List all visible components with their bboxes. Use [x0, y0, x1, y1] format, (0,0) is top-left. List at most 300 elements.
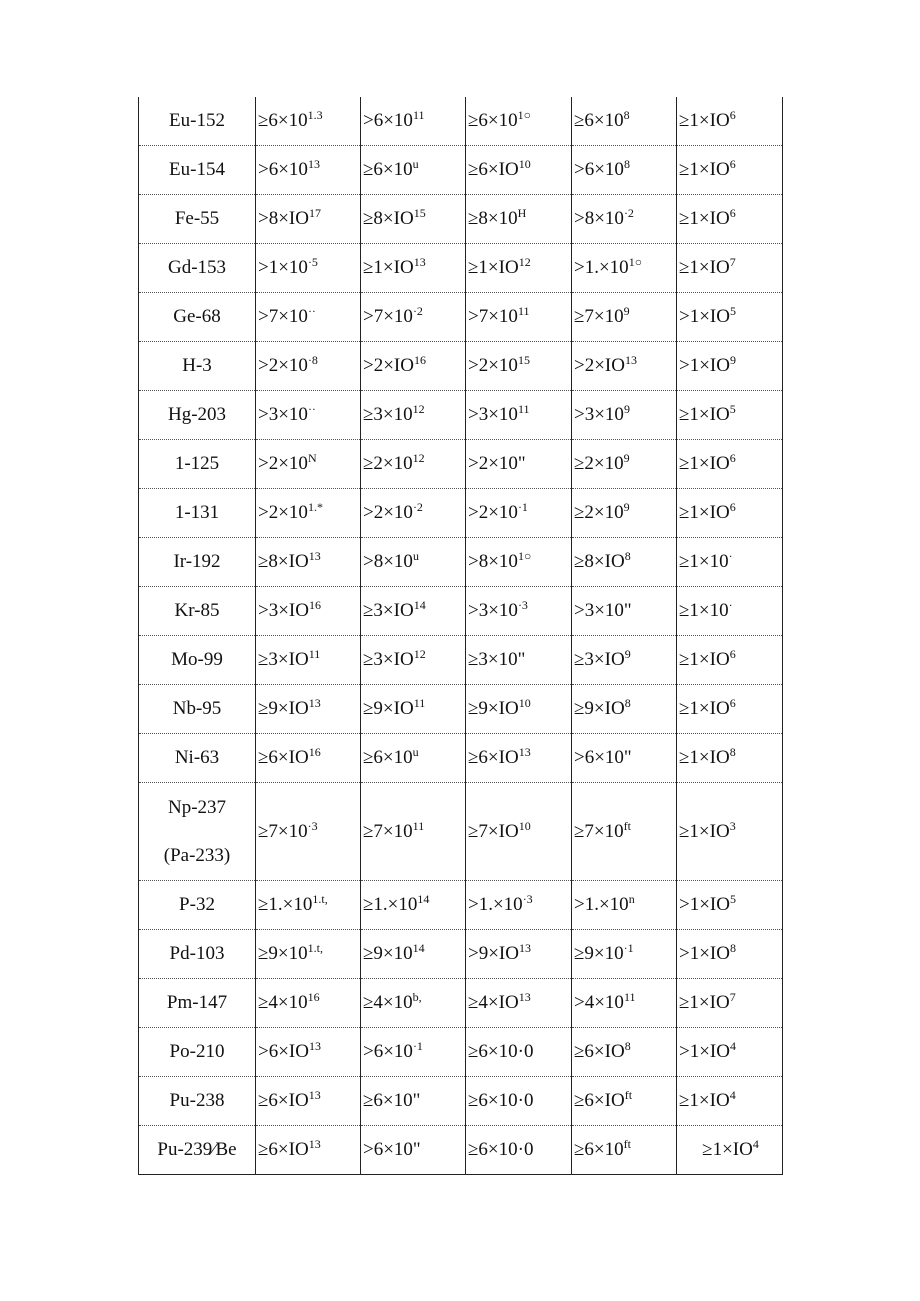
activity-value-cell	[466, 636, 572, 685]
value-exponent: 9	[624, 647, 631, 661]
nuclide-cell	[139, 146, 256, 195]
value-base: ≥2×10	[574, 502, 624, 523]
activity-value-cell	[361, 636, 466, 685]
value-exponent: 1○	[628, 255, 642, 269]
activity-value-cell	[466, 489, 572, 538]
value-base: >2×IO	[363, 355, 414, 376]
activity-value-cell	[677, 489, 783, 538]
value-exponent: 8	[729, 745, 736, 759]
nuclide-name: P-32	[179, 894, 215, 915]
activity-value-cell	[256, 1028, 361, 1077]
activity-value-cell	[256, 587, 361, 636]
nuclide-name: Nb-95	[172, 698, 222, 719]
value-exponent: 13	[308, 696, 321, 710]
activity-value-cell	[361, 1028, 466, 1077]
activity-value-cell	[466, 244, 572, 293]
activity-value-cell	[256, 440, 361, 489]
value-base: >8×IO	[258, 208, 309, 229]
value-base: >3×10	[258, 404, 308, 425]
value-exponent: 11	[308, 647, 321, 661]
activity-value-cell	[256, 930, 361, 979]
table-row	[139, 244, 783, 293]
activity-value-cell	[256, 97, 361, 146]
value-base: ≥9×IO	[468, 698, 519, 719]
table-row	[139, 734, 783, 783]
nuclide-name: Kr-85	[174, 600, 220, 621]
table-row	[139, 587, 783, 636]
activity-value-cell	[677, 391, 783, 440]
value-exponent: 8	[623, 108, 630, 122]
value-exponent: 1.*	[307, 500, 323, 514]
activity-value-cell	[361, 1077, 466, 1126]
value-base: ≥3×IO	[258, 649, 309, 670]
value-exponent: H	[517, 206, 527, 220]
value-exponent: 9	[729, 353, 736, 367]
activity-value-cell	[256, 293, 361, 342]
activity-value-cell	[466, 734, 572, 783]
value-exponent: ·1	[517, 500, 528, 514]
value-base: >2×10	[258, 453, 308, 474]
nuclide-cell	[139, 636, 256, 685]
activity-value-cell	[256, 391, 361, 440]
value-exponent: u	[412, 157, 419, 171]
nuclide-cell	[139, 734, 256, 783]
value-base: ≥8×IO	[363, 208, 414, 229]
activity-value-cell	[361, 342, 466, 391]
value-exponent: u	[412, 745, 419, 759]
nuclide-name-secondary: (Pa-233)	[163, 844, 231, 866]
value-base: ≥1×IO	[679, 257, 730, 278]
nuclide-cell	[139, 1028, 256, 1077]
value-base: >7×10	[258, 306, 308, 327]
value-base: ≥6×IO	[468, 747, 519, 768]
value-base: ≥7×10	[363, 820, 413, 842]
value-exponent: 14	[417, 892, 430, 906]
value-base: ≥1×IO	[679, 453, 730, 474]
value-base: >2×10	[258, 502, 308, 523]
nuclide-cell	[139, 293, 256, 342]
value-exponent: 9	[623, 451, 630, 465]
nuclide-cell	[139, 783, 256, 881]
value-base: >9×IO	[468, 943, 519, 964]
activity-value-cell	[361, 979, 466, 1028]
value-base: ≥1×IO	[679, 110, 730, 131]
value-exponent: 13	[518, 990, 531, 1004]
activity-value-cell	[256, 538, 361, 587]
activity-value-cell	[361, 734, 466, 783]
table-row	[139, 1028, 783, 1077]
activity-value-cell	[361, 930, 466, 979]
value-exponent: 3	[729, 818, 736, 833]
value-exponent: 13	[308, 1088, 321, 1102]
value-base: ≥9×IO	[363, 698, 414, 719]
value-base: ≥1×IO	[679, 404, 730, 425]
value-base: ≥6×IO	[574, 1041, 625, 1062]
value-base: >6×IO	[258, 1041, 309, 1062]
table-row	[139, 97, 783, 146]
activity-value-cell	[572, 146, 677, 195]
value-base: >2×IO	[574, 355, 625, 376]
value-base: ≥2×10	[363, 453, 413, 474]
value-exponent: 1○	[517, 108, 531, 122]
activity-value-cell	[466, 1077, 572, 1126]
value-exponent: 9	[623, 500, 630, 514]
activity-value-cell	[572, 440, 677, 489]
value-base: ≥7×10	[574, 820, 624, 842]
value-base: >6×10	[258, 159, 308, 180]
value-exponent: 11	[517, 402, 530, 416]
nuclide-name: Hg-203	[167, 404, 227, 425]
value-exponent: b,	[412, 990, 422, 1004]
activity-value-cell	[256, 489, 361, 538]
value-exponent: ·	[728, 598, 733, 612]
value-exponent: 13	[308, 1137, 321, 1151]
value-base: ≥6×IO	[574, 1090, 625, 1111]
value-exponent: 10	[518, 157, 531, 171]
value-exponent: 17	[308, 206, 321, 220]
activity-value-cell	[466, 391, 572, 440]
value-exponent: ·3	[517, 598, 528, 612]
value-exponent: 15	[517, 353, 530, 367]
value-base: ≥1×IO	[468, 257, 519, 278]
value-exponent: 4	[729, 1039, 736, 1053]
activity-value-cell	[677, 195, 783, 244]
value-base: >1×IO	[679, 894, 730, 915]
activity-value-cell	[361, 489, 466, 538]
table-row	[139, 881, 783, 930]
activity-value-cell	[572, 391, 677, 440]
value-base: ≥4×IO	[468, 992, 519, 1013]
nuclide-cell	[139, 930, 256, 979]
activity-value-cell	[572, 587, 677, 636]
nuclide-name: Fe-55	[174, 208, 220, 229]
value-base: >1×10	[258, 257, 308, 278]
value-exponent: 1.t,	[307, 941, 323, 955]
activity-value-cell	[466, 1126, 572, 1175]
value-base: >1×IO	[679, 355, 730, 376]
value-exponent: 9	[623, 402, 630, 416]
value-exponent: 11	[623, 990, 636, 1004]
activity-value-cell	[361, 881, 466, 930]
value-exponent: 12	[412, 402, 425, 416]
nuclide-name: H-3	[182, 355, 212, 376]
activity-value-cell	[677, 538, 783, 587]
value-exponent: 4	[752, 1137, 759, 1151]
value-exponent: 11	[412, 818, 425, 833]
value-base: >7×10	[468, 306, 518, 327]
value-exponent: ·2	[412, 500, 423, 514]
value-base: ≥6×10"	[363, 1090, 421, 1111]
activity-value-cell	[572, 1028, 677, 1077]
activity-value-cell	[256, 685, 361, 734]
table-row	[139, 685, 783, 734]
value-exponent: 13	[307, 157, 320, 171]
value-exponent: ·	[728, 549, 733, 563]
value-exponent: 5	[729, 892, 736, 906]
activity-value-cell	[361, 293, 466, 342]
activity-value-cell	[677, 1126, 783, 1175]
value-base: ≥4×10	[258, 992, 308, 1013]
value-base: >3×10	[468, 600, 518, 621]
value-exponent: 6	[729, 157, 736, 171]
value-base: ≥3×IO	[574, 649, 625, 670]
nuclide-cell	[139, 1077, 256, 1126]
table-row	[139, 489, 783, 538]
activity-value-cell	[466, 587, 572, 636]
value-base: >4×10	[574, 992, 624, 1013]
value-base: ≥1×IO	[679, 820, 730, 842]
nuclide-name: Np-237	[167, 796, 227, 818]
activity-value-cell	[677, 636, 783, 685]
value-base: >2×10	[363, 502, 413, 523]
value-exponent: 4	[729, 1088, 736, 1102]
nuclide-cell	[139, 342, 256, 391]
value-exponent: 7	[729, 255, 736, 269]
value-base: ≥7×IO	[468, 820, 519, 842]
value-base: ≥1.×10	[363, 894, 418, 915]
value-exponent: ft	[624, 1088, 633, 1102]
value-exponent: 13	[413, 255, 426, 269]
value-base: ≥6×IO	[258, 1139, 309, 1160]
nuclide-cell	[139, 391, 256, 440]
activity-value-cell	[572, 1126, 677, 1175]
table-row	[139, 293, 783, 342]
value-exponent: 13	[624, 353, 637, 367]
table-body	[139, 97, 783, 1175]
value-base: ≥6×10	[574, 110, 624, 131]
activity-value-cell	[466, 440, 572, 489]
activity-value-cell	[677, 881, 783, 930]
activity-value-cell	[572, 538, 677, 587]
activity-value-cell	[466, 881, 572, 930]
value-exponent: 6	[729, 451, 736, 465]
activity-value-cell	[572, 685, 677, 734]
value-base: ≥6×IO	[468, 159, 519, 180]
activity-value-cell	[361, 440, 466, 489]
nuclide-name: 1-125	[174, 453, 220, 474]
value-exponent: 13	[308, 1039, 321, 1053]
activity-value-cell	[572, 195, 677, 244]
activity-value-cell	[361, 783, 466, 881]
value-base: ≥6×10	[363, 747, 413, 768]
activity-value-cell	[572, 636, 677, 685]
value-exponent: 9	[623, 304, 630, 318]
activity-value-cell	[361, 244, 466, 293]
value-exponent: 16	[307, 990, 320, 1004]
nuclide-cell	[139, 489, 256, 538]
value-base: ≥6×IO	[258, 1090, 309, 1111]
value-exponent: ·5	[307, 255, 318, 269]
value-exponent: 1○	[517, 549, 532, 563]
value-exponent: 12	[413, 647, 426, 661]
value-base: ≥9×IO	[258, 698, 309, 719]
value-exponent: 1.t,	[312, 892, 328, 906]
value-exponent: 8	[624, 549, 631, 563]
nuclide-name: Mo-99	[171, 649, 223, 670]
activity-value-cell	[572, 734, 677, 783]
activity-value-cell	[256, 1077, 361, 1126]
value-exponent: 16	[413, 353, 426, 367]
value-base: ≥1×IO	[679, 159, 730, 180]
value-base: ≥1×IO	[679, 208, 730, 229]
activity-value-cell	[466, 538, 572, 587]
value-base: ≥2×10	[574, 453, 624, 474]
value-base: >3×10	[574, 404, 624, 425]
value-exponent: 6	[729, 647, 736, 661]
value-base: ≥1×10	[679, 600, 729, 621]
value-exponent: 16	[308, 745, 321, 759]
value-base: ≥8×IO	[258, 551, 309, 572]
nuclide-cell	[139, 244, 256, 293]
value-exponent: ·3	[307, 818, 318, 833]
nuclide-cell	[139, 1126, 256, 1175]
activity-value-cell	[466, 293, 572, 342]
nuclide-name: Ir-192	[173, 551, 221, 572]
value-exponent: 11	[412, 108, 425, 122]
value-exponent: ··	[307, 304, 316, 318]
activity-value-cell	[572, 342, 677, 391]
value-exponent: N	[307, 451, 317, 465]
value-base: >1.×10	[574, 894, 629, 915]
activity-value-cell	[361, 587, 466, 636]
table-row	[139, 1077, 783, 1126]
activity-value-cell	[677, 1077, 783, 1126]
value-base: >6×10	[363, 1041, 413, 1062]
value-base: ≥3×IO	[363, 649, 414, 670]
value-base: ≥3×IO	[363, 600, 414, 621]
nuclide-cell	[139, 195, 256, 244]
value-base: >3×IO	[258, 600, 309, 621]
nuclide-cell	[139, 881, 256, 930]
activity-value-cell	[677, 342, 783, 391]
activity-value-cell	[572, 881, 677, 930]
value-exponent: 11	[413, 696, 426, 710]
table-row	[139, 440, 783, 489]
value-exponent: 1.3	[307, 108, 323, 122]
value-base: >1×IO	[679, 943, 730, 964]
nuclide-activity-table	[138, 97, 783, 1175]
activity-value-cell	[256, 734, 361, 783]
activity-value-cell	[361, 685, 466, 734]
value-exponent: 8	[623, 157, 630, 171]
activity-value-cell	[256, 342, 361, 391]
value-exponent: 8	[729, 941, 736, 955]
value-base: ≥1×IO	[679, 1090, 730, 1111]
table-row	[139, 538, 783, 587]
value-exponent: 7	[729, 990, 736, 1004]
value-base: ≥1×IO	[363, 257, 414, 278]
value-exponent: 11	[517, 304, 530, 318]
value-exponent: ·2	[412, 304, 423, 318]
value-exponent: n	[628, 892, 635, 906]
value-exponent: ft	[623, 1137, 631, 1151]
table-row	[139, 1126, 783, 1175]
value-exponent: 16	[308, 598, 321, 612]
value-base: >2×10"	[468, 453, 526, 474]
value-exponent: 5	[729, 304, 736, 318]
value-exponent: 10	[518, 818, 531, 833]
value-base: ≥6×10	[258, 110, 308, 131]
value-exponent: ·8	[307, 353, 318, 367]
value-exponent: 12	[518, 255, 531, 269]
activity-value-cell	[466, 783, 572, 881]
activity-value-cell	[361, 146, 466, 195]
nuclide-cell	[139, 979, 256, 1028]
activity-value-cell	[572, 293, 677, 342]
value-exponent: 13	[308, 549, 321, 563]
value-exponent: 6	[729, 108, 736, 122]
value-base: ≥1×IO	[679, 502, 730, 523]
value-base: ≥4×10	[363, 992, 413, 1013]
activity-value-cell	[572, 97, 677, 146]
value-base: ≥6×IO	[258, 747, 309, 768]
value-base: ≥9×10	[258, 943, 308, 964]
activity-value-cell	[677, 734, 783, 783]
activity-value-cell	[466, 195, 572, 244]
value-base: >8×10	[574, 208, 624, 229]
value-base: ≥3×10	[363, 404, 413, 425]
activity-value-cell	[677, 1028, 783, 1077]
value-base: >3×10	[468, 404, 518, 425]
activity-value-cell	[256, 195, 361, 244]
value-base: ≥6×10	[468, 110, 518, 131]
value-base: ≥1×IO	[702, 1139, 753, 1160]
value-base: >1.×10	[574, 257, 629, 278]
activity-value-cell	[466, 342, 572, 391]
value-base: >2×10	[468, 355, 518, 376]
activity-value-cell	[677, 293, 783, 342]
table-row	[139, 195, 783, 244]
value-exponent: ·1	[412, 1039, 423, 1053]
value-exponent: 6	[729, 206, 736, 220]
value-base: >8×10	[468, 551, 518, 572]
activity-value-cell	[677, 244, 783, 293]
activity-value-cell	[466, 1028, 572, 1077]
activity-value-cell	[677, 587, 783, 636]
activity-value-cell	[572, 1077, 677, 1126]
value-exponent: 13	[518, 941, 531, 955]
activity-value-cell	[677, 97, 783, 146]
nuclide-name: Gd-153	[167, 257, 227, 278]
nuclide-cell	[139, 587, 256, 636]
nuclide-name: 1-131	[174, 502, 220, 523]
value-exponent: 8	[624, 696, 631, 710]
nuclide-name: Eu-154	[169, 159, 225, 180]
nuclide-name: Pd-103	[169, 943, 225, 964]
value-base: ≥1×IO	[679, 698, 730, 719]
value-exponent: u	[412, 549, 419, 563]
value-exponent: ft	[623, 818, 631, 833]
nuclide-name: Pm-147	[166, 992, 228, 1013]
activity-value-cell	[572, 489, 677, 538]
value-base: >2×10	[258, 355, 308, 376]
table-row	[139, 342, 783, 391]
value-base: >6×10	[363, 110, 413, 131]
activity-value-cell	[572, 244, 677, 293]
activity-value-cell	[256, 881, 361, 930]
value-base: ≥6×10·0	[468, 1139, 534, 1160]
value-exponent: ··	[307, 402, 316, 416]
activity-value-cell	[361, 538, 466, 587]
value-base: >8×10	[363, 551, 413, 572]
value-base: ≥9×10	[363, 943, 413, 964]
table-row	[139, 979, 783, 1028]
activity-value-cell	[256, 979, 361, 1028]
table-row	[139, 391, 783, 440]
value-base: >2×10	[468, 502, 518, 523]
activity-value-cell	[466, 930, 572, 979]
activity-value-cell	[677, 783, 783, 881]
